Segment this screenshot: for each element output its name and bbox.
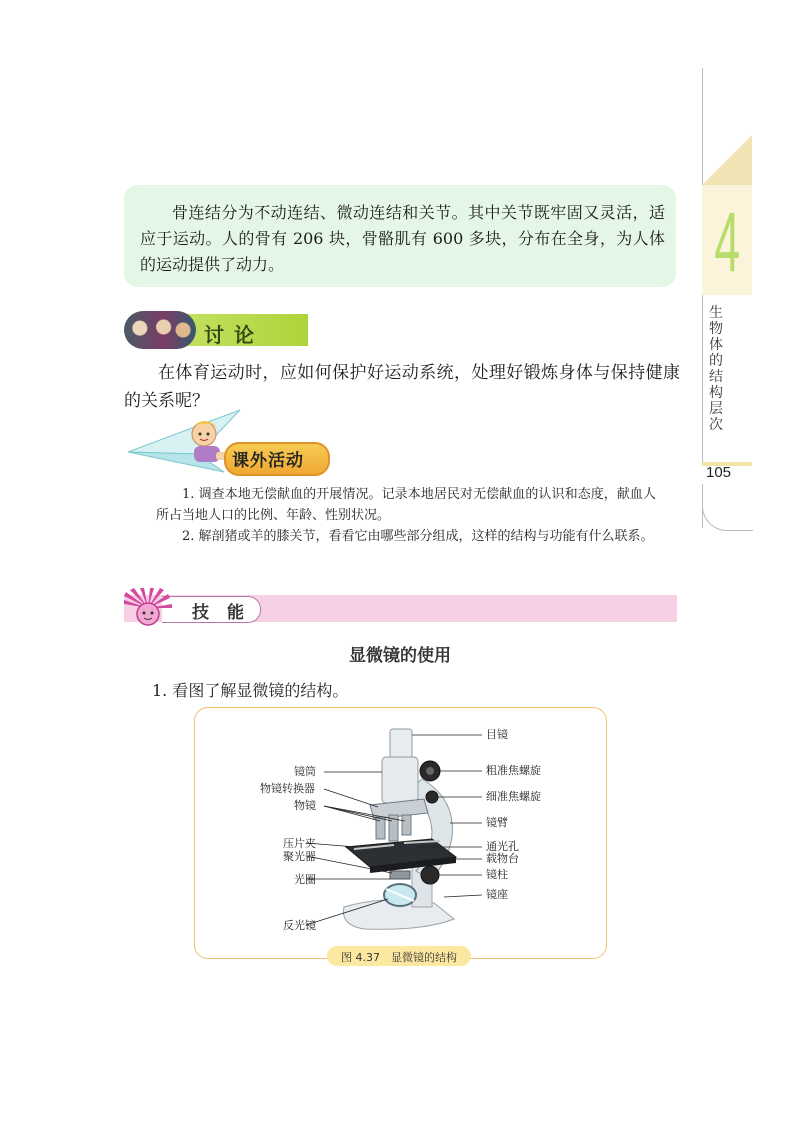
section-title: 显微镜的使用 <box>349 646 451 666</box>
label-stage-clips: 压片夹 <box>283 837 316 850</box>
summary-text: 骨连结分为不动连结、微动连结和关节。其中关节既牢固又灵活，适应于运动。人的骨有 206 块，骨骼肌有 600 多块，分布在全身，为人体的运动提供了动力。 <box>140 203 665 274</box>
label-objectives: 物镜 <box>294 799 316 812</box>
chapter-title: 生物体的结构层次 <box>709 305 723 433</box>
label-aperture: 通光孔 <box>486 840 519 853</box>
figure-caption: 图 4.37 显微镜的结构 <box>341 951 457 964</box>
label-diaphragm: 光圈 <box>294 873 316 886</box>
label-fine-focus: 细准焦螺旋 <box>486 790 541 803</box>
side-tab-corner <box>702 505 753 531</box>
label-condenser: 聚光器 <box>283 850 316 863</box>
step-instruction: 1. 看图了解显微镜的结构。 <box>152 681 349 700</box>
side-tab-triangle <box>702 135 752 185</box>
label-tube: 镜筒 <box>294 765 316 778</box>
label-nosepiece: 物镜转换器 <box>260 782 315 795</box>
label-arm: 镜臂 <box>486 816 508 829</box>
label-pillar: 镜柱 <box>486 868 508 881</box>
discussion-title: 讨论 <box>204 323 264 347</box>
discussion-header <box>124 311 308 349</box>
microscope-illustration <box>194 707 605 957</box>
activity-title: 课外活动 <box>232 451 304 471</box>
label-coarse-focus: 粗准焦螺旋 <box>486 764 541 777</box>
skill-title: 技能 <box>192 603 262 623</box>
students-photo-icon <box>124 311 196 349</box>
discussion-text: 在体育运动时，应如何保护好运动系统，处理好锻炼身体与保持健康的关系呢？ <box>124 363 680 411</box>
activity-list <box>156 484 656 547</box>
page-number: 105 <box>706 464 732 481</box>
label-mirror: 反光镜 <box>283 919 316 932</box>
label-base: 镜座 <box>486 888 508 901</box>
chapter-number: 4 <box>714 195 741 289</box>
label-stage: 载物台 <box>486 852 519 865</box>
activity-item: 2. 解剖猪或羊的膝关节，看看它由哪些部分组成，这样的结构与功能有什么联系。 <box>182 529 654 544</box>
activity-item: 1. 调查本地无偿献血的开展情况。记录本地居民对无偿献血的认识和态度，献血人所占当地人口的比例、年龄、性别状况。 <box>156 487 656 523</box>
sunburst-icon <box>124 588 172 626</box>
activity-header <box>128 408 328 476</box>
label-eyepiece: 目镜 <box>486 728 508 741</box>
